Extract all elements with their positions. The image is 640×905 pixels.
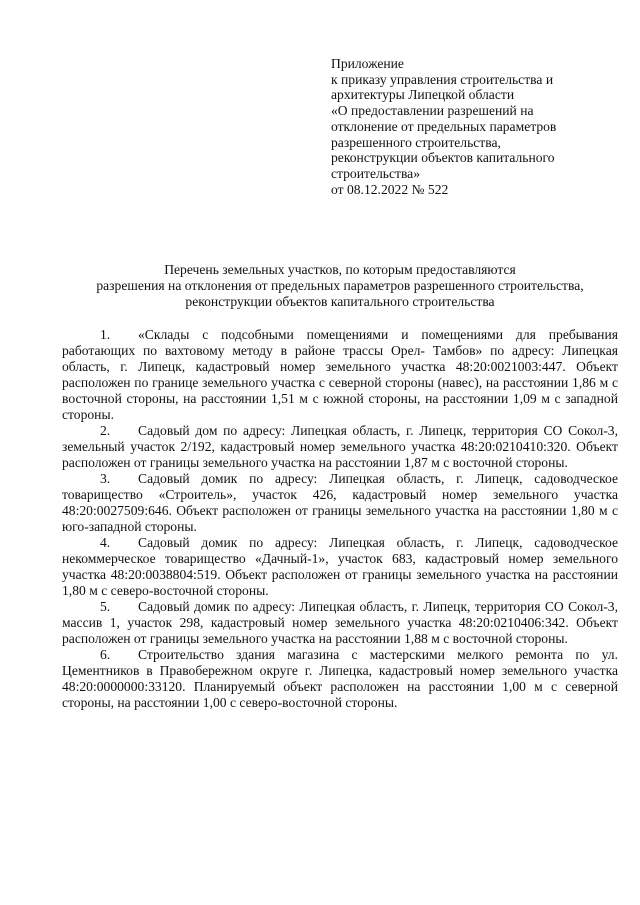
list-item [62, 535, 618, 599]
item-number: 4. [100, 535, 111, 550]
title-line: реконструкции объектов капитального строительства [185, 294, 495, 309]
list-item [62, 599, 618, 647]
item-text: Садовый домик по адресу: Липецкая область, г. Липецк, садоводческое товарищество «Строитель», участок 426, кадастровый номер земельного участка 48:20:0027509:646. Объект расположен от границы земельного участка на расстоянии 1,80 м с юго-западной стороны. [62, 471, 618, 534]
list-item [62, 471, 618, 535]
item-number: 5. [100, 599, 111, 614]
appendix-line: реконструкции объектов капитального [331, 150, 555, 166]
appendix-line: «О предоставлении разрешений на [331, 103, 534, 119]
item-number: 6. [100, 647, 111, 662]
appendix-line: отклонение от предельных параметров [331, 118, 557, 134]
item-text: «Склады с подсобными помещениями и помещениями для пребывания работающих по вахтовому методу в районе трассы Орел- Тамбов» по адресу: Липецкая область, г. Липецк, кадастровый номер земельного участка 48:20:0021003:447. Объект расположен по границе земельного участка с северной стороны (навес), на расстоянии 1,86 м с восточной стороны, на расстоянии 1,51 м с южной стороны, на расстоянии 1,09 м с западной стороны. [62, 327, 618, 422]
item-text: Садовый домик по адресу: Липецкая область, г. Липецк, садоводческое некоммерческое товарищество «Дачный-1», участок 683, кадастровый номер земельного участка 48:20:0038804:519. Объект расположен от границы земельного участка на расстоянии 1,80 м с северо-восточной стороны. [62, 535, 618, 598]
appendix-block [331, 56, 601, 197]
parcel-list [62, 327, 618, 711]
appendix-line: строительства» [331, 165, 421, 181]
title-line: разрешения на отклонения от предельных параметров разрешенного строительства, [96, 278, 584, 293]
item-text: Строительство здания магазина с мастерскими мелкого ремонта по ул. Цементников в Правобережном округе г. Липецка, кадастровый номер земельного участка 48:20:0000000:33120. Планируемый объект расположен на расстоянии 1,00 м с северной стороны, на расстоянии 1,00 с северо-восточной стороны. [62, 647, 618, 710]
item-number: 3. [100, 471, 111, 486]
appendix-line: разрешенного строительства, [331, 134, 501, 150]
document-title [40, 262, 640, 310]
item-text: Садовый домик по адресу: Липецкая область, г. Липецк, территория СО Сокол-3, массив 1, участок 298, кадастровый номер земельного участка 48:20:0210406:342. Объект расположен от границы земельного участка на расстоянии 1,88 м с восточной стороны. [62, 599, 618, 646]
appendix-line: от 08.12.2022 № 522 [331, 181, 449, 197]
appendix-line: архитектуры Липецкой области [331, 87, 515, 103]
appendix-line: Приложение [331, 56, 404, 71]
title-line: Перечень земельных участков, по которым предоставляются [164, 262, 516, 277]
item-number: 1. [100, 327, 111, 342]
list-item [62, 327, 618, 423]
list-item [62, 423, 618, 471]
item-text: Садовый дом по адресу: Липецкая область, г. Липецк, территория СО Сокол-3, земельный участок 2/192, кадастровый номер земельного участка 48:20:0210410:320. Объект расположен от границы земельного участка на расстоянии 1,87 м с восточной стороны. [62, 423, 618, 470]
list-item [62, 647, 618, 711]
appendix-line: к приказу управления строительства и [331, 71, 554, 87]
item-number: 2. [100, 423, 111, 438]
